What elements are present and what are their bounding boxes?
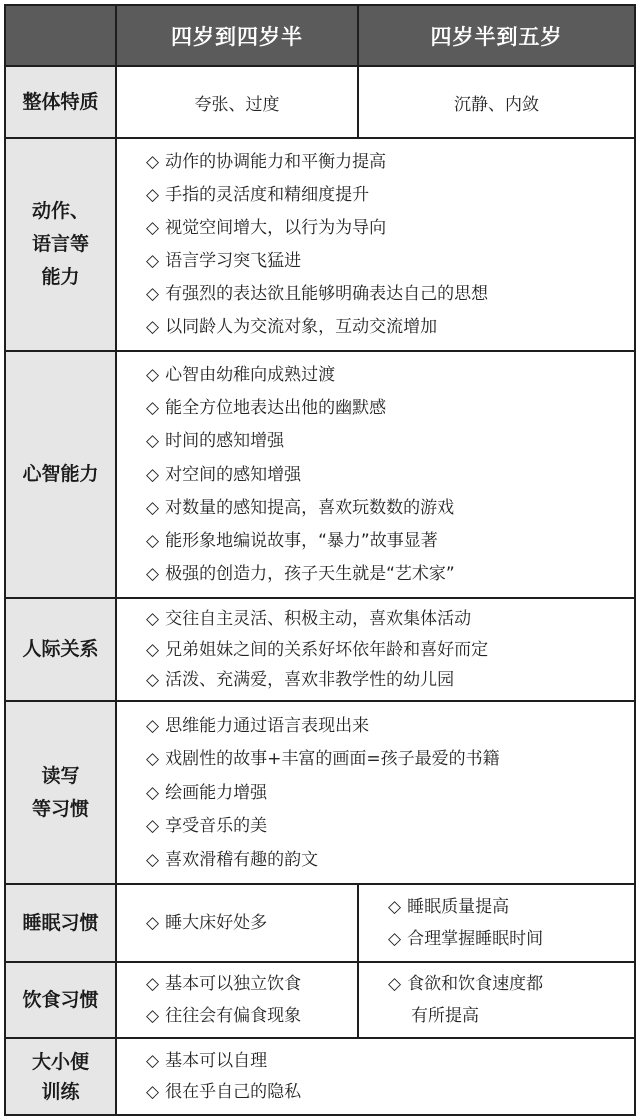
- overall-col1: 夸张、过度: [194, 94, 280, 115]
- list-item: ◇ 对数量的感知提高，喜欢玩数数的游戏: [146, 495, 635, 521]
- label-column-divider: [115, 4, 117, 1116]
- diamond-bullet-icon: ◇: [146, 609, 160, 630]
- label-motor-line-1: 动作、: [31, 200, 89, 222]
- label-overall: 整体特质: [5, 66, 116, 138]
- label-motor-line-3: 能力: [41, 266, 80, 288]
- row-divider: [4, 65, 636, 67]
- diamond-bullet-icon: ◇: [146, 365, 160, 386]
- diamond-bullet-icon: ◇: [388, 929, 402, 949]
- list-item: ◇ 基本可以自理: [146, 1048, 635, 1074]
- list-item: ◇ 能全方位地表达出他的幽默感: [146, 395, 635, 421]
- label-reading-writing: [5, 701, 116, 884]
- list-item: ◇ 绘画能力增强: [146, 780, 635, 806]
- diamond-bullet-icon: ◇: [146, 669, 160, 690]
- row-divider: [4, 961, 636, 963]
- list-item: ◇ 合理掌握睡眠时间: [388, 926, 635, 952]
- label-motor-language: [5, 138, 116, 351]
- header-corner: [5, 5, 116, 66]
- list-item: ◇ 思维能力通过语言表现出来: [146, 713, 635, 739]
- list-item: ◇ 交往自主灵活、积极主动，喜欢集体活动: [146, 606, 635, 632]
- sleep-col1: [116, 884, 358, 962]
- table-border-left: [4, 4, 6, 1116]
- diamond-bullet-icon: ◇: [146, 715, 160, 736]
- label-motor-line-2: 语言等: [31, 233, 89, 255]
- row-divider: [4, 883, 636, 885]
- list-item: ◇ 兄弟姐妹之间的关系好坏依年龄和喜好而定: [146, 637, 635, 663]
- diamond-bullet-icon: ◇: [146, 563, 160, 584]
- diamond-bullet-icon: ◇: [146, 1005, 160, 1026]
- list-item: ◇ 活泼、充满爱，喜欢非教学性的幼儿园: [146, 667, 635, 693]
- diamond-bullet-icon: ◇: [146, 464, 160, 485]
- table-border-top: [4, 4, 636, 6]
- list-item: ◇ 时间的感知增强: [146, 428, 635, 454]
- label-diet: 饮食习惯: [5, 962, 116, 1038]
- sleep-col2: [358, 884, 635, 962]
- diamond-bullet-icon: ◇: [146, 782, 160, 803]
- diamond-bullet-icon: ◇: [146, 1050, 160, 1071]
- label-sleep: 睡眠习惯: [5, 884, 116, 962]
- row-divider: [4, 597, 636, 599]
- diamond-bullet-icon: ◇: [146, 431, 160, 452]
- diamond-bullet-icon: ◇: [146, 639, 160, 660]
- header-age-4-5-to-5: 四岁半到五岁: [358, 5, 635, 66]
- diamond-bullet-icon: ◇: [146, 816, 160, 836]
- diamond-bullet-icon: ◇: [146, 284, 160, 304]
- table-border-right: [634, 4, 636, 1116]
- label-reading-line-1: 读写: [41, 764, 80, 787]
- list-item: ◇ 心智由幼稚向成熟过渡: [146, 362, 635, 388]
- diamond-bullet-icon: ◇: [146, 185, 160, 205]
- list-item: ◇ 睡眠质量提高: [388, 894, 635, 920]
- list-item: ◇ 视觉空间增大，以行为为导向: [146, 215, 635, 241]
- age-column-divider-top: [357, 4, 359, 138]
- diamond-bullet-icon: ◇: [146, 849, 160, 870]
- diamond-bullet-icon: ◇: [146, 218, 160, 238]
- list-item: ◇ 很在乎自己的隐私: [146, 1079, 635, 1105]
- overall-col2: 沉静、内敛: [454, 94, 539, 115]
- row-divider: [4, 1037, 636, 1039]
- row-divider: [4, 137, 636, 139]
- mind-list: [116, 351, 635, 598]
- list-item: ◇ 基本可以独立饮食: [146, 971, 358, 997]
- diamond-bullet-icon: ◇: [146, 317, 160, 337]
- list-item: ◇ 语言学习突飞猛进: [146, 248, 635, 274]
- list-item: ◇ 以同龄人为交流对象，互动交流增加: [146, 314, 635, 340]
- diamond-bullet-icon: ◇: [146, 530, 160, 551]
- list-item: ◇ 食欲和饮食速度都: [388, 971, 635, 997]
- table-border-bottom: [4, 1114, 636, 1116]
- diamond-bullet-icon: ◇: [388, 974, 402, 995]
- list-item: ◇ 有强烈的表达欲且能够明确表达自己的思想: [146, 281, 635, 307]
- label-mind: 心智能力: [5, 351, 116, 598]
- list-item: ◇ 往往会有偏食现象: [146, 1003, 358, 1029]
- diamond-bullet-icon: ◇: [146, 152, 160, 172]
- label-toilet-training: [5, 1038, 116, 1115]
- header-age-4-to-4-5: 四岁到四岁半: [116, 5, 358, 66]
- motor-list: [116, 138, 635, 351]
- list-item: ◇ 喜欢滑稽有趣的韵文: [146, 847, 635, 873]
- diamond-bullet-icon: ◇: [388, 897, 402, 917]
- list-item: ◇ 享受音乐的美: [146, 813, 635, 839]
- diamond-bullet-icon: ◇: [146, 749, 160, 769]
- row-divider: [4, 700, 636, 702]
- list-item: ◇ 对空间的感知增强: [146, 462, 635, 488]
- label-social: 人际关系: [5, 598, 116, 701]
- label-toilet-line-1: 大小便: [31, 1050, 89, 1073]
- diet-col1: [116, 962, 358, 1038]
- reading-list: [116, 701, 635, 884]
- label-reading-line-2: 等习惯: [31, 797, 89, 820]
- list-item: ◇ 戏剧性的故事+丰富的画面=孩子最爱的书籍: [146, 746, 635, 772]
- diet-col2: [358, 962, 635, 1038]
- toilet-list: [116, 1038, 635, 1115]
- diamond-bullet-icon: ◇: [146, 497, 160, 518]
- list-item: ◇ 极强的创造力，孩子天生就是“艺术家”: [146, 561, 635, 587]
- list-item-continuation: 有所提高: [411, 1005, 479, 1026]
- diamond-bullet-icon: ◇: [146, 251, 160, 271]
- list-item: ◇ 手指的灵活度和精细度提升: [146, 182, 635, 208]
- diamond-bullet-icon: ◇: [146, 398, 160, 419]
- list-item: ◇ 能形象地编说故事，“暴力”故事显著: [146, 528, 635, 554]
- diamond-bullet-icon: ◇: [146, 974, 160, 995]
- diamond-bullet-icon: ◇: [146, 1082, 160, 1103]
- social-list: [116, 598, 635, 701]
- list-item: ◇ 睡大床好处多: [146, 910, 358, 936]
- list-item: ◇ 动作的协调能力和平衡力提高: [146, 149, 635, 175]
- row-divider: [4, 350, 636, 352]
- diamond-bullet-icon: ◇: [146, 913, 160, 933]
- label-toilet-line-2: 训练: [41, 1080, 80, 1103]
